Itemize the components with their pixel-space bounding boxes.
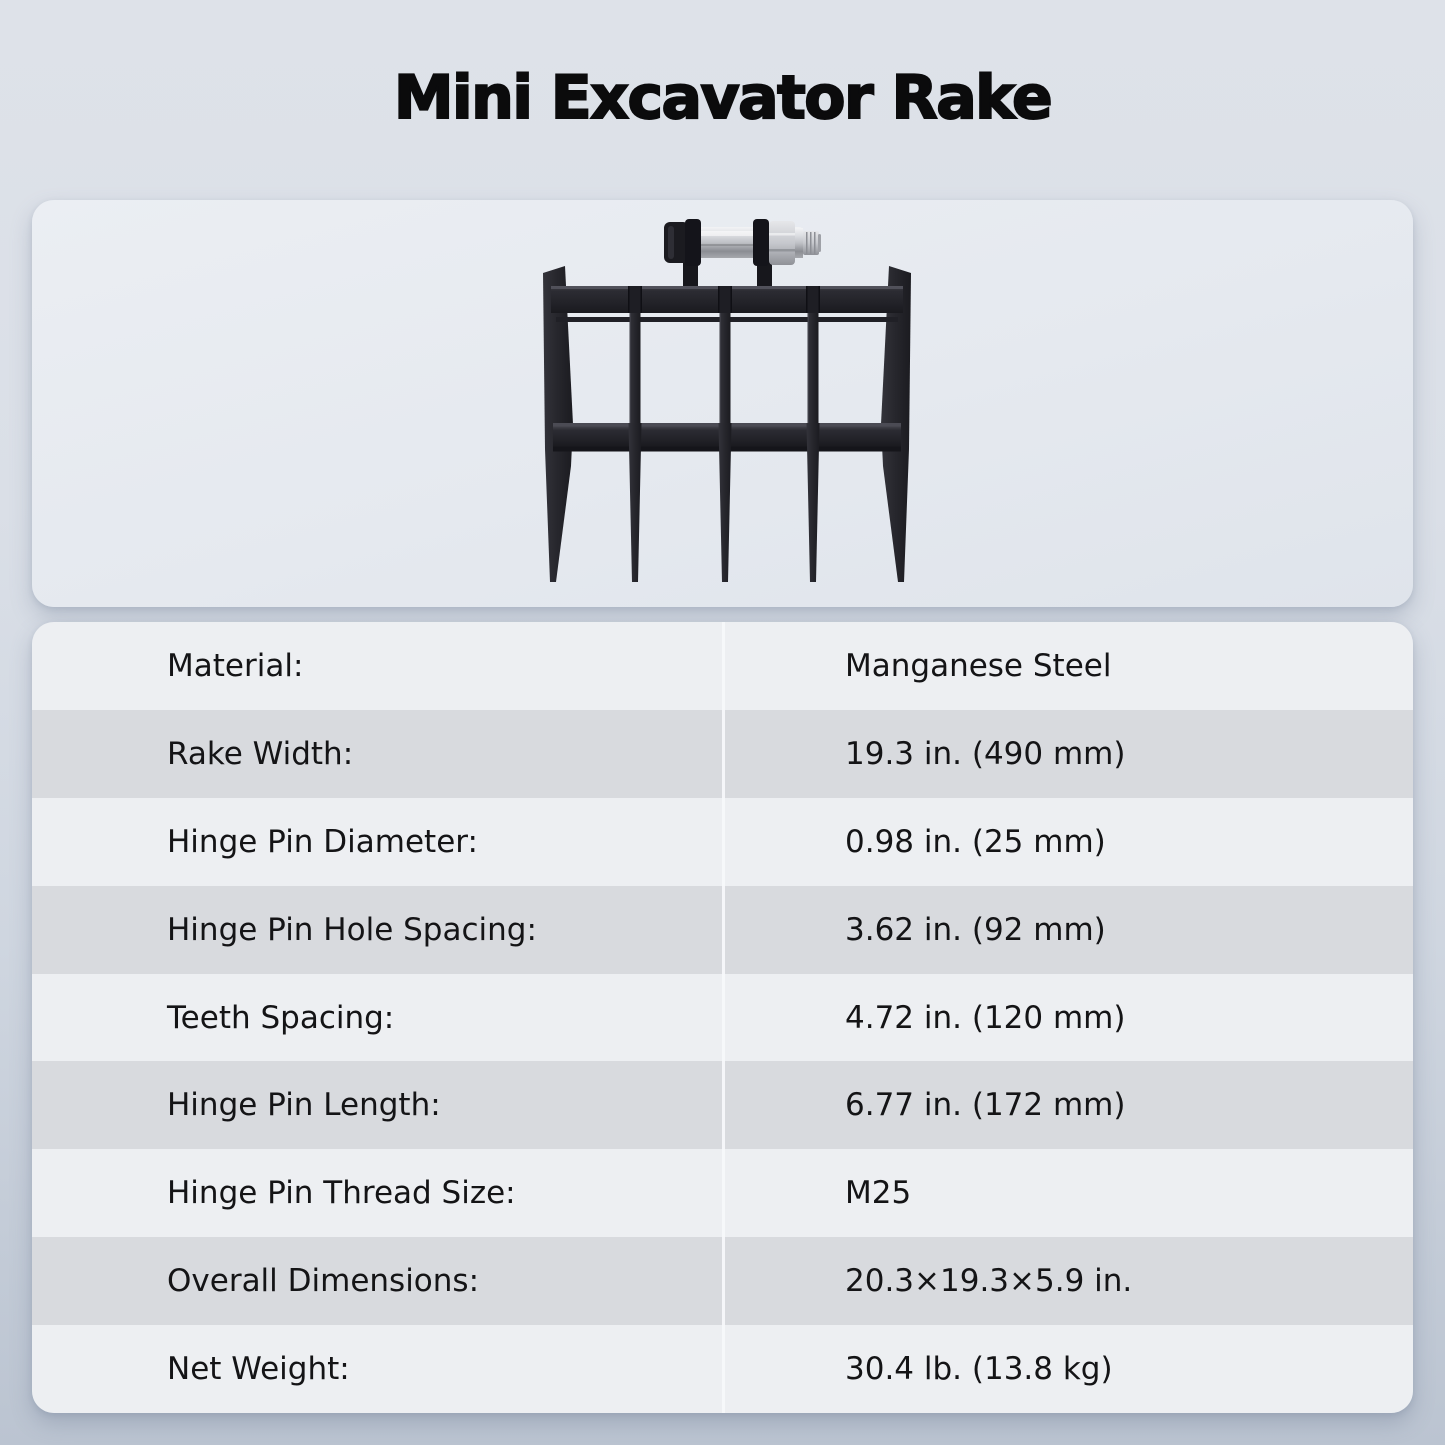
spec-value: 0.98 in. (25 mm) <box>845 823 1106 860</box>
hinge-pin-assembly <box>664 219 821 266</box>
spec-value: Manganese Steel <box>845 647 1112 684</box>
spec-label: Hinge Pin Length: <box>167 1087 441 1124</box>
spec-label: Hinge Pin Thread Size: <box>167 1175 516 1212</box>
spec-label: Overall Dimensions: <box>167 1263 480 1300</box>
spec-value: 6.77 in. (172 mm) <box>845 1087 1126 1124</box>
product-image-rake <box>528 214 918 599</box>
spec-label: Hinge Pin Hole Spacing: <box>167 911 537 948</box>
spec-label: Teeth Spacing: <box>167 999 395 1036</box>
spec-row <box>32 1325 1413 1413</box>
spec-row <box>32 710 1413 798</box>
spec-row <box>32 622 1413 710</box>
spec-label: Rake Width: <box>167 735 354 772</box>
rake-frame <box>543 242 911 582</box>
spec-row <box>32 886 1413 974</box>
spec-label: Net Weight: <box>167 1351 350 1388</box>
spec-value: 3.62 in. (92 mm) <box>845 911 1106 948</box>
spec-value: 20.3×19.3×5.9 in. <box>845 1263 1133 1300</box>
spec-label: Hinge Pin Diameter: <box>167 823 478 860</box>
spec-table <box>32 622 1413 1413</box>
spec-value: 30.4 lb. (13.8 kg) <box>845 1351 1113 1388</box>
spec-value: 19.3 in. (490 mm) <box>845 735 1126 772</box>
page-title: Mini Excavator Rake <box>393 63 1052 133</box>
spec-label: Material: <box>167 647 304 684</box>
spec-value: 4.72 in. (120 mm) <box>845 999 1126 1036</box>
spec-row <box>32 798 1413 886</box>
spec-row <box>32 1237 1413 1325</box>
spec-row <box>32 974 1413 1062</box>
spec-row <box>32 1061 1413 1149</box>
spec-value: M25 <box>845 1175 912 1212</box>
product-image-card <box>32 200 1413 607</box>
spec-row <box>32 1149 1413 1237</box>
